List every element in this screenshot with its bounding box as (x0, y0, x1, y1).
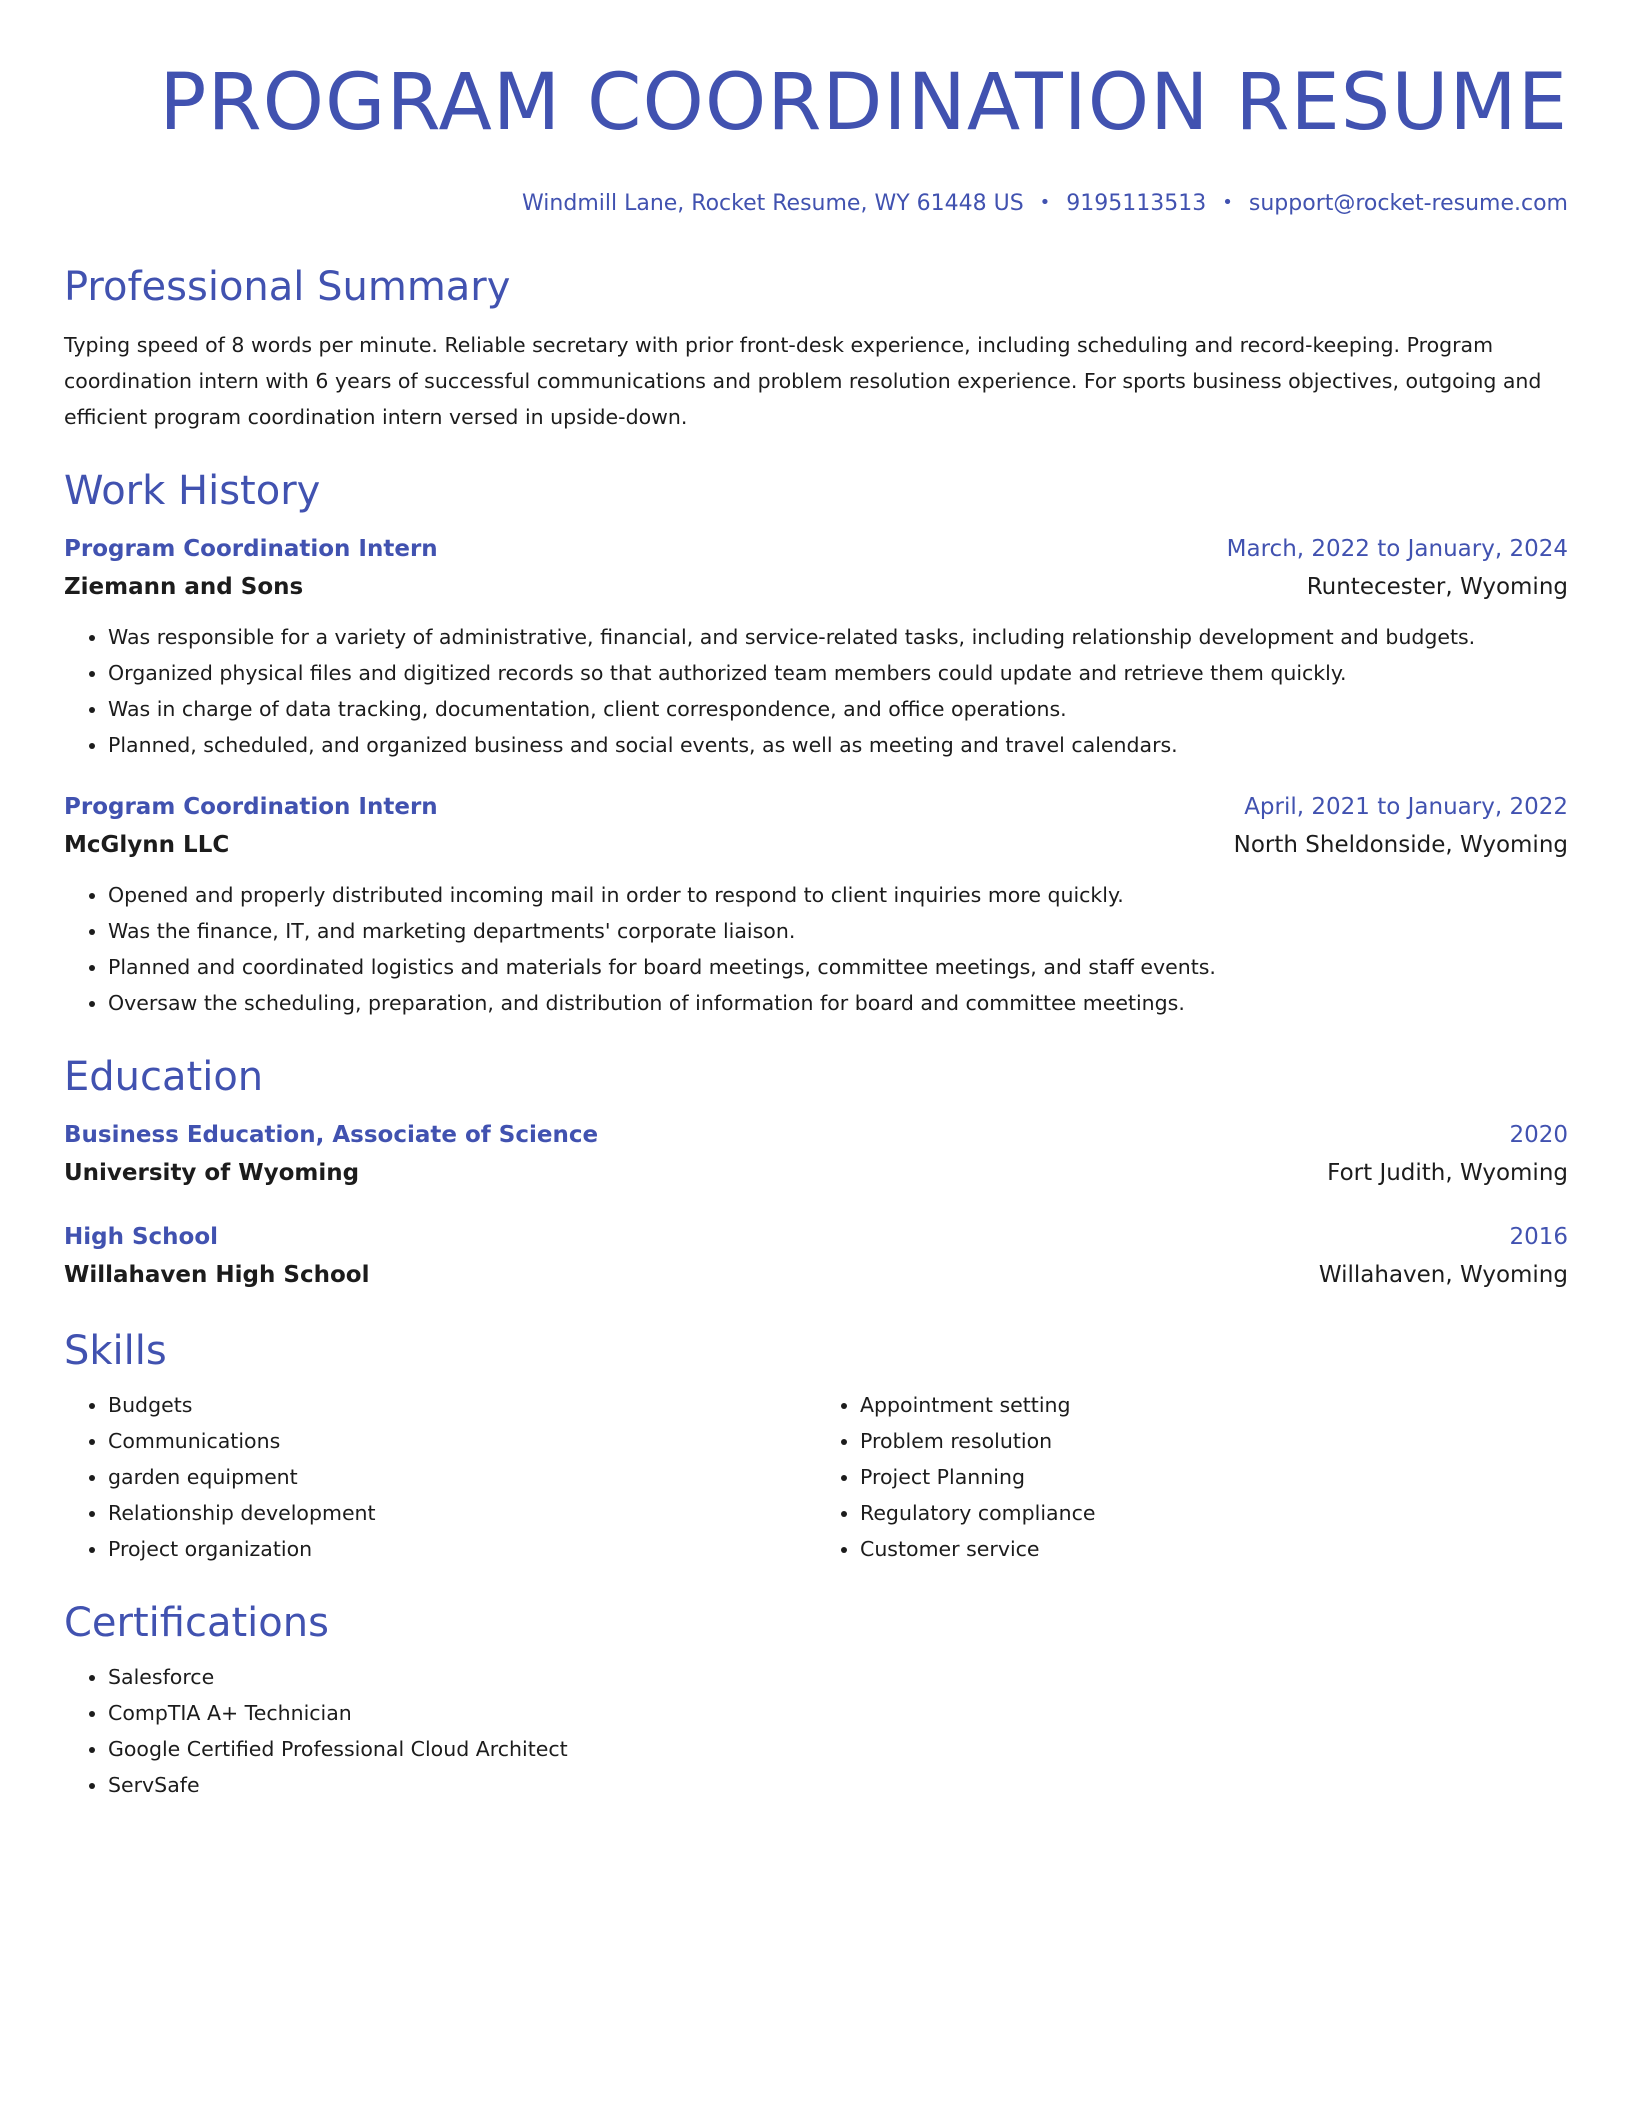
education-location: Fort Judith, Wyoming (1327, 1160, 1568, 1186)
skill-item: • Customer service (860, 1531, 1568, 1567)
work-history-heading: Work History (64, 468, 321, 514)
contact-separator: • (1222, 192, 1233, 213)
certification-item: • Google Certified Professional Cloud Architect (108, 1731, 1568, 1767)
education-year: 2016 (1509, 1224, 1568, 1250)
certifications-heading: Certifications (64, 1600, 329, 1646)
certifications-list (64, 1659, 1568, 1803)
job-title: Program Coordination Intern (64, 794, 438, 820)
skills-column-right (816, 1387, 1568, 1567)
resume-title: PROGRAM COORDINATION RESUME (159, 58, 1568, 148)
summary-text: Typing speed of 8 words per minute. Reliable secretary with prior front-desk experience, including scheduling and record-keeping. Program coordination intern with 6 years of successful communications and problem resolution experience. For sports business objectives, outgoing and efficient program coordination intern versed in upside-down. (64, 333, 1542, 429)
skills-column-left (64, 1387, 816, 1567)
summary-heading: Professional Summary (64, 264, 511, 310)
job-bullet: • Was the finance, IT, and marketing departments' corporate liaison. (108, 913, 1568, 949)
certification-item: • CompTIA A+ Technician (108, 1695, 1568, 1731)
skill-item: • Regulatory compliance (860, 1495, 1568, 1531)
education-school: University of Wyoming (64, 1160, 360, 1186)
contact-address: Windmill Lane, Rocket Resume, WY 61448 US (522, 191, 1024, 216)
job-bullet: • Oversaw the scheduling, preparation, and distribution of information for board and committee meetings. (108, 985, 1568, 1021)
contact-phone: 9195113513 (1066, 191, 1207, 216)
job-title: Program Coordination Intern (64, 536, 438, 562)
job-bullet: • Planned, scheduled, and organized business and social events, as well as meeting and travel calendars. (108, 727, 1568, 763)
skill-item: • Problem resolution (860, 1423, 1568, 1459)
education-degree: High School (64, 1224, 219, 1250)
education-entry (64, 1117, 1568, 1193)
skills-list (64, 1387, 1568, 1567)
education-entry (64, 1219, 1568, 1295)
job-location: North Sheldonside, Wyoming (1233, 832, 1568, 858)
skill-item: • Project organization (108, 1531, 816, 1567)
job-location: Runtecester, Wyoming (1306, 574, 1568, 600)
job-bullets (64, 877, 1568, 1021)
contact-line (64, 188, 1568, 219)
skill-item: • Relationship development (108, 1495, 816, 1531)
skills-heading: Skills (64, 1328, 167, 1374)
job-company: Ziemann and Sons (64, 574, 304, 600)
job-bullets (64, 619, 1568, 763)
job-bullet: • Planned and coordinated logistics and materials for board meetings, committee meetings, and staff events. (108, 949, 1568, 985)
certification-item: • ServSafe (108, 1767, 1568, 1803)
skill-item: • Budgets (108, 1387, 816, 1423)
job-bullet: • Organized physical files and digitized records so that authorized team members could update and retrieve them quickly. (108, 655, 1568, 691)
skill-item: • Appointment setting (860, 1387, 1568, 1423)
education-degree: Business Education, Associate of Science (64, 1122, 599, 1148)
job-bullet: • Opened and properly distributed incoming mail in order to respond to client inquiries more quickly. (108, 877, 1568, 913)
skill-item: • Project Planning (860, 1459, 1568, 1495)
education-year: 2020 (1509, 1122, 1568, 1148)
job-dates: April, 2021 to January, 2022 (1244, 794, 1568, 820)
job-company: McGlynn LLC (64, 832, 230, 858)
certification-item: • Salesforce (108, 1659, 1568, 1695)
skill-item: • garden equipment (108, 1459, 816, 1495)
job-entry (64, 789, 1568, 1021)
job-bullet: • Was in charge of data tracking, documentation, client correspondence, and office operations. (108, 691, 1568, 727)
education-heading: Education (64, 1054, 264, 1100)
job-dates: March, 2022 to January, 2024 (1226, 536, 1568, 562)
education-school: Willahaven High School (64, 1262, 370, 1288)
contact-separator: • (1039, 192, 1051, 213)
job-entry (64, 531, 1568, 763)
education-location: Willahaven, Wyoming (1318, 1262, 1568, 1288)
contact-email: support@rocket-resume.com (1248, 191, 1568, 216)
job-bullet: • Was responsible for a variety of administrative, financial, and service-related tasks, including relationship development and budgets. (108, 619, 1568, 655)
skill-item: • Communications (108, 1423, 816, 1459)
